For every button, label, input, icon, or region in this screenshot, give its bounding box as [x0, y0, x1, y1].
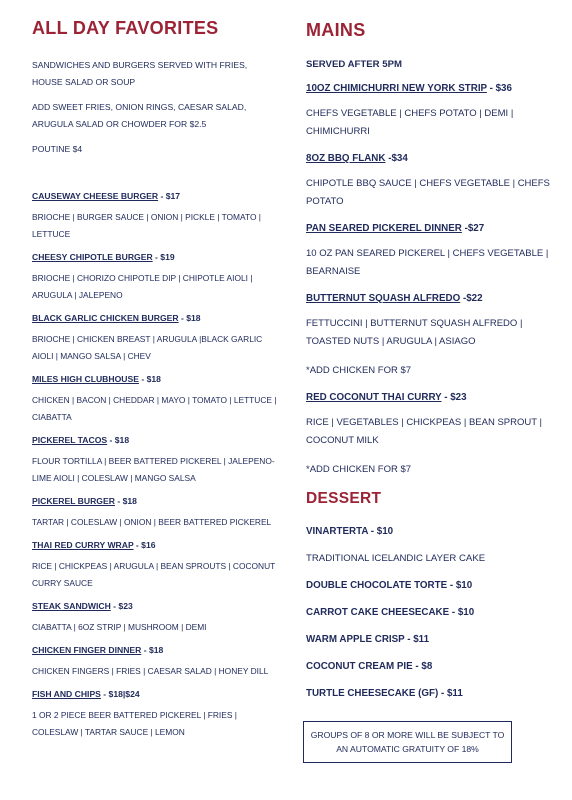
- intro-sides: SANDWICHES AND BURGERS SERVED WITH FRIES, HOUSE SALAD OR SOUP: [32, 60, 248, 87]
- mains-heading: MAINS: [306, 20, 366, 40]
- main-item-price: - $36: [486, 83, 512, 94]
- menu-item-price: - $18|$24: [100, 689, 140, 699]
- menu-item: [32, 312, 277, 365]
- menu-item-price: - $18: [107, 435, 130, 445]
- main-item-price: -$27: [461, 223, 485, 234]
- menu-item-description: 1 OR 2 PIECE BEER BATTERED PICKEREL | FRIES | COLESLAW | TARTAR SAUCE | LEMON: [32, 710, 237, 737]
- menu-item: [32, 539, 277, 592]
- menu-item-price: - $23: [110, 601, 133, 611]
- menu-item-name: PICKEREL TACOS: [32, 435, 108, 445]
- main-item: [306, 82, 551, 141]
- all-day-favorites-heading: ALL DAY FAVORITES: [32, 18, 219, 38]
- main-item-name: PAN SEARED PICKEREL DINNER: [306, 223, 462, 234]
- intro-add-ons: ADD SWEET FRIES, ONION RINGS, CAESAR SALAD, ARUGULA SALAD OR CHOWDER FOR $2.5: [32, 102, 247, 129]
- add-chicken-note: *ADD CHICKEN FOR $7: [306, 464, 412, 475]
- menu-item-description: BRIOCHE | BURGER SAUCE | ONION | PICKLE | TOMATO | LETTUCE: [32, 212, 261, 239]
- main-item-description: 10 OZ PAN SEARED PICKEREL | CHEFS VEGETABLE | BEARNAISE: [306, 248, 549, 277]
- menu-item-name: CHEESY CHIPOTLE BURGER: [32, 252, 153, 262]
- menu-item-name: CHICKEN FINGER DINNER: [32, 645, 142, 655]
- menu-item-price: - $18: [178, 313, 201, 323]
- dessert-item: COCONUT CREAM PIE - $8: [306, 661, 433, 672]
- menu-item-name: CAUSEWAY CHEESE BURGER: [32, 191, 159, 201]
- menu-item: [32, 373, 277, 426]
- menu-item-description: BRIOCHE | CHICKEN BREAST | ARUGULA |BLACK GARLIC AIOLI | MANGO SALSA | CHEV: [32, 334, 263, 361]
- menu-item-name: STEAK SANDWICH: [32, 601, 111, 611]
- menu-item-description: TARTAR | COLESLAW | ONION | BEER BATTERED PICKEREL: [32, 517, 272, 527]
- main-item: [306, 152, 551, 211]
- menu-item-description: CHICKEN | BACON | CHEDDAR | MAYO | TOMATO | LETTUCE | CIABATTA: [32, 395, 277, 422]
- dessert-item: DOUBLE CHOCOLATE TORTE - $10: [306, 580, 473, 591]
- dessert-item: VINARTERTA - $10: [306, 526, 394, 537]
- main-item-name: 10OZ CHIMICHURRI NEW YORK STRIP: [306, 83, 487, 94]
- menu-item-price: - $18: [141, 645, 164, 655]
- main-item-name: 8OZ BBQ FLANK: [306, 153, 386, 164]
- dessert-heading: DESSERT: [306, 490, 382, 507]
- intro-poutine: POUTINE $4: [32, 144, 83, 154]
- menu-item-price: - $16: [133, 540, 156, 550]
- main-item-description: FETTUCCINI | BUTTERNUT SQUASH ALFREDO | TOASTED NUTS | ARUGULA | ASIAGO: [306, 318, 523, 347]
- dessert-item: TURTLE CHEESECAKE (GF) - $11: [306, 688, 463, 699]
- menu-item-description: CHICKEN FINGERS | FRIES | CAESAR SALAD | HONEY DILL: [32, 666, 269, 676]
- menu-item: [32, 434, 277, 487]
- main-item-name: BUTTERNUT SQUASH ALFREDO: [306, 293, 461, 304]
- main-item-description: CHEFS VEGETABLE | CHEFS POTATO | DEMI | CHIMICHURRI: [306, 108, 514, 137]
- main-item-name: RED COCONUT THAI CURRY: [306, 392, 442, 403]
- dessert-item: CARROT CAKE CHEESECAKE - $10: [306, 607, 475, 618]
- menu-item-name: MILES HIGH CLUBHOUSE: [32, 374, 139, 384]
- main-item-price: - $23: [441, 392, 467, 403]
- menu-item-price: - $18: [138, 374, 161, 384]
- left-column: [32, 0, 277, 749]
- dessert-item: WARM APPLE CRISP - $11: [306, 634, 430, 645]
- menu-item: [32, 190, 277, 243]
- gratuity-notice-box: GROUPS OF 8 OR MORE WILL BE SUBJECT TO AN AUTOMATIC GRATUITY OF 18%: [303, 721, 512, 763]
- add-chicken-note: *ADD CHICKEN FOR $7: [306, 365, 412, 376]
- main-item-price: -$34: [385, 153, 408, 164]
- menu-item: [32, 644, 277, 680]
- menu-item-price: - $17: [158, 191, 181, 201]
- main-item: [306, 222, 551, 281]
- menu-item: [32, 495, 277, 531]
- main-item-description: RICE | VEGETABLES | CHICKPEAS | BEAN SPROUT | COCONUT MILK: [306, 417, 542, 446]
- menu-item-description: RICE | CHICKPEAS | ARUGULA | BEAN SPROUTS | COCONUT CURRY SAUCE: [32, 561, 276, 588]
- menu-item-description: FLOUR TORTILLA | BEER BATTERED PICKEREL | JALEPENO-LIME AIOLI | COLESLAW | MANGO SALSA: [32, 456, 275, 483]
- menu-item: [32, 600, 277, 636]
- main-item: [306, 391, 551, 479]
- menu-item: [32, 688, 277, 741]
- menu-item-price: - $19: [152, 252, 175, 262]
- main-item-price: -$22: [460, 293, 483, 304]
- dessert-description: TRADITIONAL ICELANDIC LAYER CAKE: [306, 553, 486, 564]
- main-item-description: CHIPOTLE BBQ SAUCE | CHEFS VEGETABLE | CHEFS POTATO: [306, 178, 550, 207]
- right-column: [306, 0, 551, 715]
- main-item: [306, 292, 551, 380]
- menu-item-description: BRIOCHE | CHORIZO CHIPOTLE DIP | CHIPOTLE AIOLI | ARUGULA | JALEPENO: [32, 273, 253, 300]
- menu-item-name: BLACK GARLIC CHICKEN BURGER: [32, 313, 179, 323]
- menu-item-name: PICKEREL BURGER: [32, 496, 115, 506]
- menu-item-description: CIABATTA | 6OZ STRIP | MUSHROOM | DEMI: [32, 622, 207, 632]
- menu-item-price: - $18: [114, 496, 137, 506]
- served-after-note: SERVED AFTER 5PM: [306, 59, 402, 70]
- menu-item: [32, 251, 277, 304]
- menu-item-name: FISH AND CHIPS: [32, 689, 101, 699]
- menu-item-name: THAI RED CURRY WRAP: [32, 540, 134, 550]
